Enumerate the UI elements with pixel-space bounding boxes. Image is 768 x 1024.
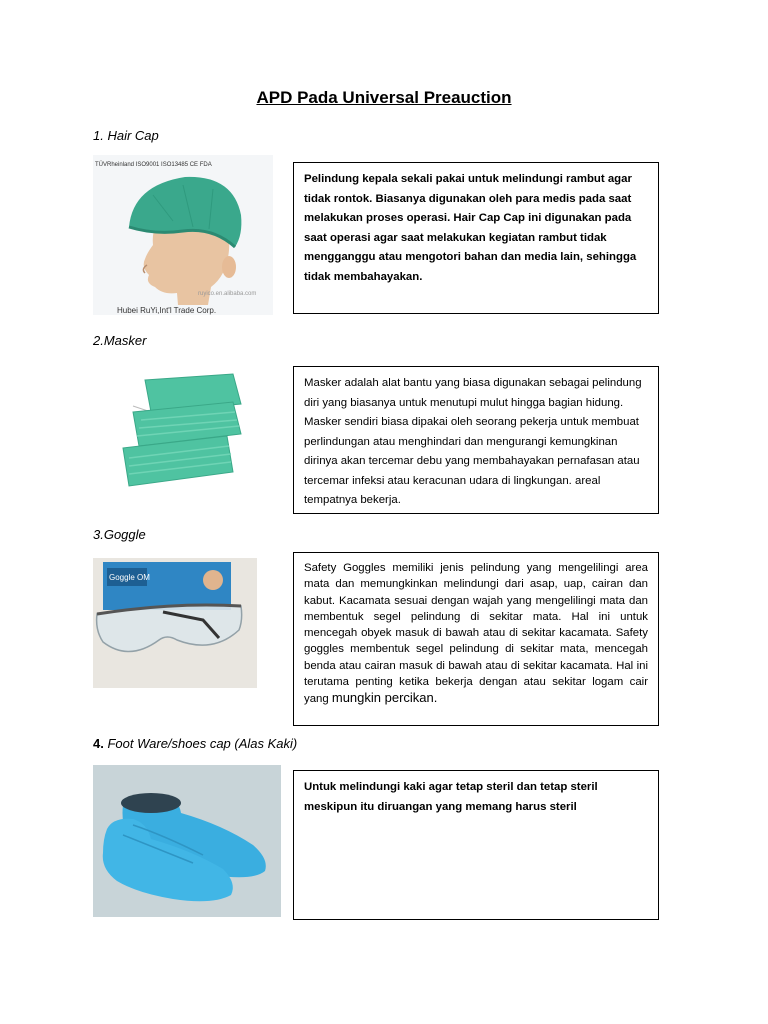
company-label: Hubei RuYi,Int'l Trade Corp. — [117, 306, 217, 315]
mask-description-box — [293, 366, 659, 514]
cert-logos: TÜVRheinland ISO9001 ISO13485 CE FDA — [95, 162, 212, 168]
goggle-description: Safety Goggles memiliki jenis pelindung yang mengelilingi area mata dan memungkinkan melindungi dari asap, uap, cairan dan kabut. Kacamata sesuai dengan wajah yang mengelilingi mata dan membentuk segel pelindung di sekitar mata. Hal ini untuk mencegah obyek masuk di bawah atau di sekitar kacamata. Safety goggles membentuk segel pelindung di sekitar mata, mencegah benda atau cairan masuk di bawah atau di sekitar kacamata. Hal ini terutama penting ketika bekerja dengan atau sekitar logam cair yang — [304, 562, 648, 706]
hair-cap-description: Pelindung kepala sekali pakai untuk melindungi rambut agar tidak rontok. Biasanya digunakan oleh para medis pada saat melakukan proses operasi. Hair Cap Cap ini digunakan pada saat operasi agar saat melakukan kegiatan rambut tidak mengganggu atau mengotori bahan dan media lain, sehingga tidak membahayakan. — [304, 173, 637, 283]
hair-cap-image — [93, 155, 273, 315]
goggle-image — [93, 558, 257, 688]
heading-foot-ware-label: Foot Ware/shoes cap (Alas Kaki) — [107, 736, 298, 751]
mask-description-overflow: areal tempatnya bekerja. — [304, 474, 601, 506]
watermark: ruyico.en.alibaba.com — [198, 291, 257, 297]
heading-foot-ware-number: 4. — [93, 736, 104, 751]
page-title: APD Pada Universal Preauction — [256, 88, 512, 107]
hair-cap-description-box — [293, 162, 659, 314]
mask-description: Masker adalah alat bantu yang biasa digunakan sebagai pelindung diri yang biasanya untuk menutupi mulut hingga bagian hidung. Masker sendiri biasa dipakai oleh seorang pekerja untuk membuat perlindungan atau menghindari dan mengurangi kemungkinan dirinya akan tercemar debu yang membahayakan pernafasan atau tercemar infeksi atau keracunan udara di lingkungan. — [304, 377, 642, 487]
heading-masker: 2.Masker — [93, 333, 147, 348]
shoe-cover-description-box — [293, 770, 659, 920]
goggle-description-box — [293, 552, 659, 726]
heading-goggle: 3.Goggle — [93, 527, 146, 542]
heading-hair-cap: 1. Hair Cap — [93, 128, 159, 143]
shoe-cover-image — [93, 765, 281, 917]
heading-foot-ware — [93, 736, 297, 751]
shoe-cover-description: Untuk melindungi kaki agar tetap steril dan tetap steril meskipun itu diruangan yang memang harus steril — [304, 781, 598, 813]
goggle-box-label: Goggle OM — [109, 573, 150, 582]
mask-image — [93, 362, 273, 512]
goggle-description-tail: mungkin percikan. — [331, 690, 438, 706]
